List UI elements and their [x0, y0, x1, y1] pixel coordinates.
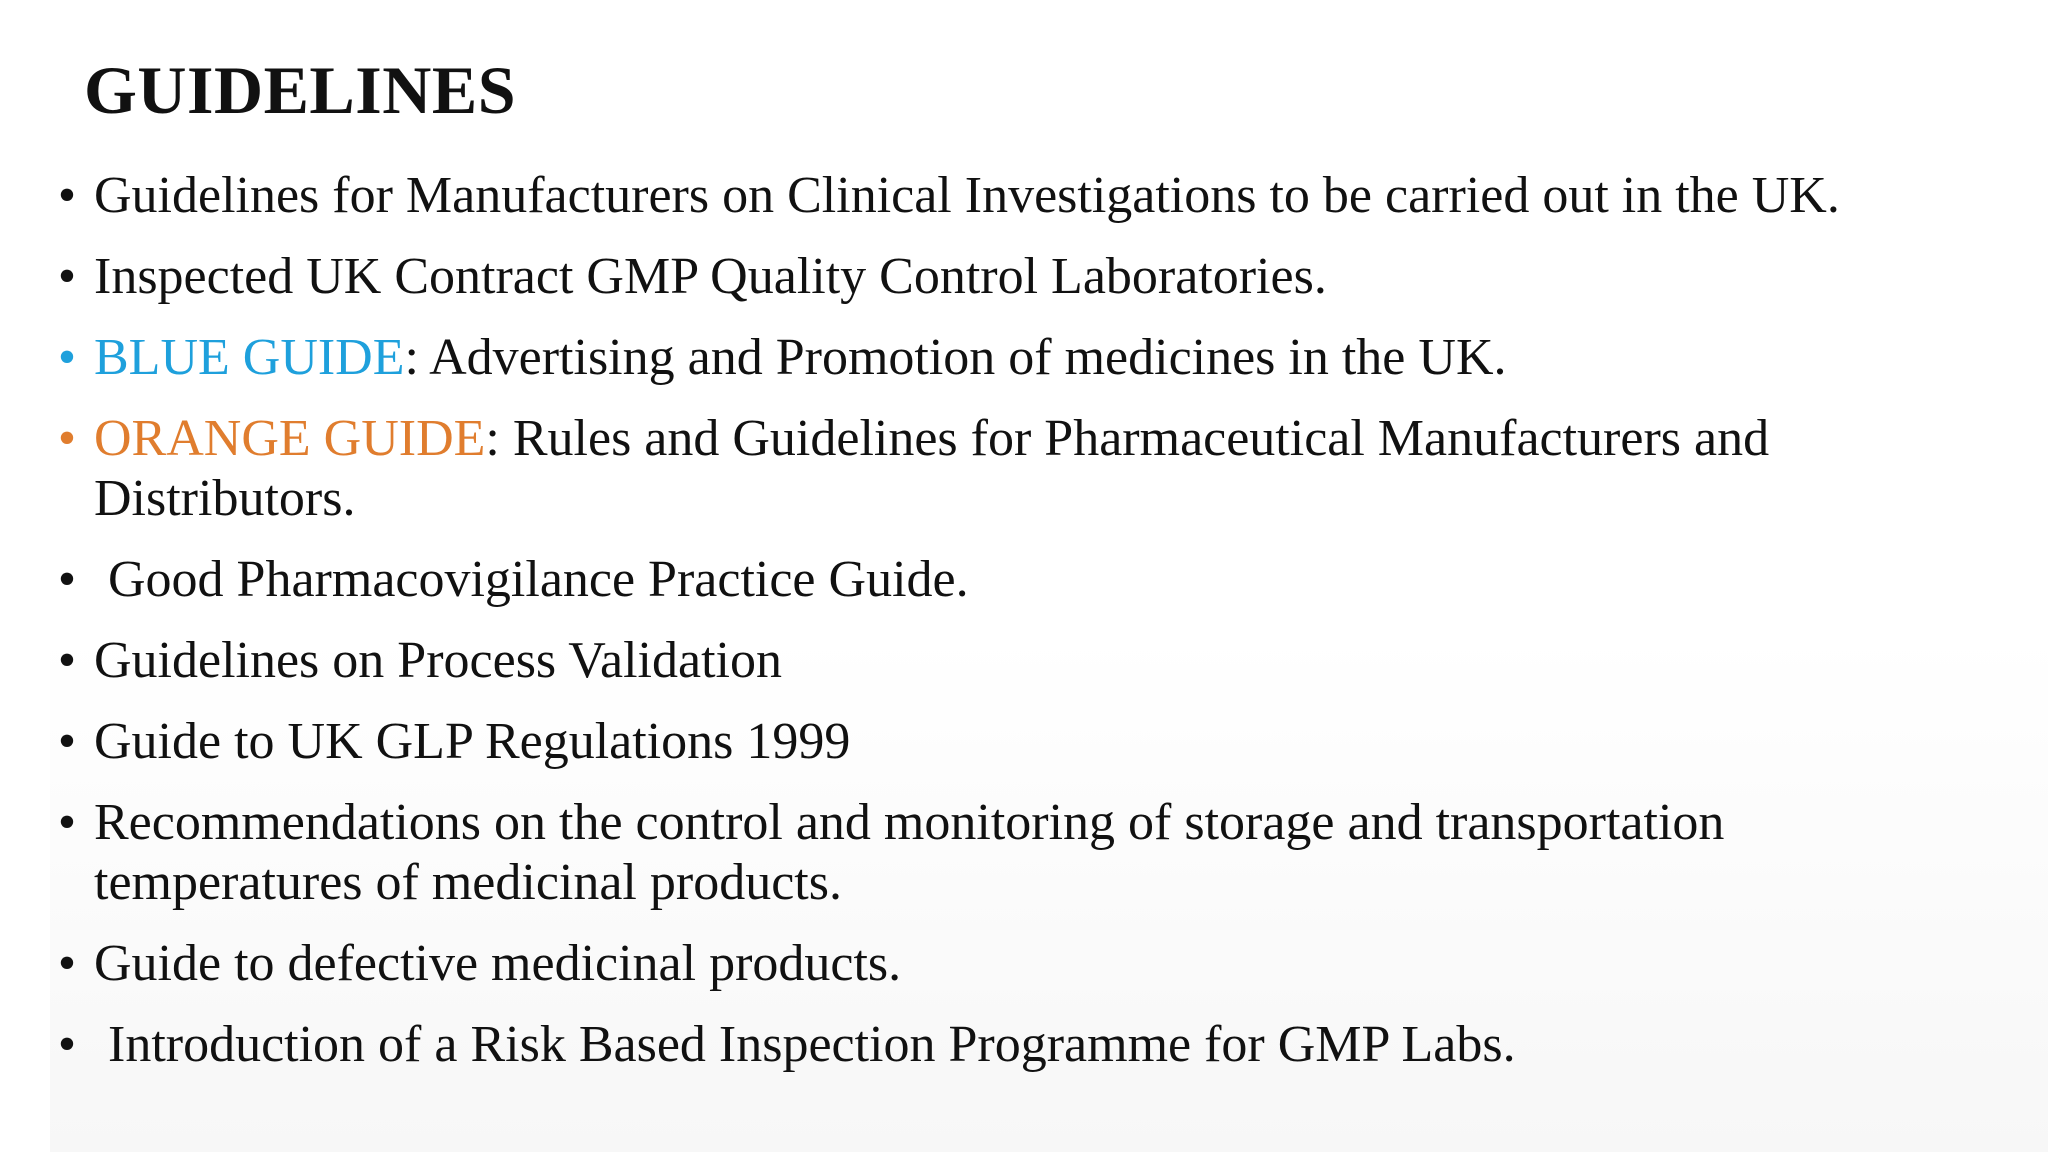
list-item-text: Guide to defective medicinal products.: [94, 935, 902, 992]
list-item: [0, 934, 2000, 994]
bullet-icon: •: [57, 410, 77, 467]
page-title: GUIDELINES: [84, 52, 517, 128]
list-item: [0, 550, 2000, 610]
list-item: [0, 631, 2000, 691]
list-item-text: Guide to UK GLP Regulations 1999: [94, 713, 851, 770]
guidelines-list: [0, 166, 2000, 1096]
list-item: [0, 409, 2000, 529]
list-item-text: Good Pharmacovigilance Practice Guide.: [108, 551, 969, 608]
bullet-icon: •: [57, 1016, 77, 1073]
bullet-icon: •: [57, 713, 77, 770]
list-item: [0, 247, 2000, 307]
list-item-text: Recommendations on the control and monitoring of storage and transportation temperatures of medicinal products.: [94, 794, 1725, 911]
list-item: [0, 712, 2000, 772]
list-item-text: : Advertising and Promotion of medicines in the UK.: [404, 329, 1507, 386]
list-item: [0, 166, 2000, 226]
blue-guide-label: BLUE GUIDE: [94, 329, 405, 386]
bullet-icon: •: [57, 167, 77, 224]
list-item-text: Guidelines for Manufacturers on Clinical Investigations to be carried out in the UK.: [94, 167, 1840, 224]
bullet-icon: •: [57, 632, 77, 689]
list-item-text: Inspected UK Contract GMP Quality Control Laboratories.: [94, 248, 1327, 305]
bullet-icon: •: [57, 248, 77, 305]
list-item: [0, 1015, 2000, 1075]
list-item-text: Introduction of a Risk Based Inspection Programme for GMP Labs.: [108, 1016, 1516, 1073]
orange-guide-label: ORANGE GUIDE: [94, 410, 486, 467]
bullet-icon: •: [57, 329, 77, 386]
list-item-text: : Rules and Guidelines for Pharmaceutical Manufacturers and Distributors.: [94, 410, 1770, 527]
bullet-icon: •: [57, 551, 77, 608]
list-item: [0, 793, 2000, 913]
bullet-icon: •: [57, 935, 77, 992]
list-item-text: Guidelines on Process Validation: [94, 632, 782, 689]
list-item: [0, 328, 2000, 388]
bullet-icon: •: [57, 794, 77, 851]
